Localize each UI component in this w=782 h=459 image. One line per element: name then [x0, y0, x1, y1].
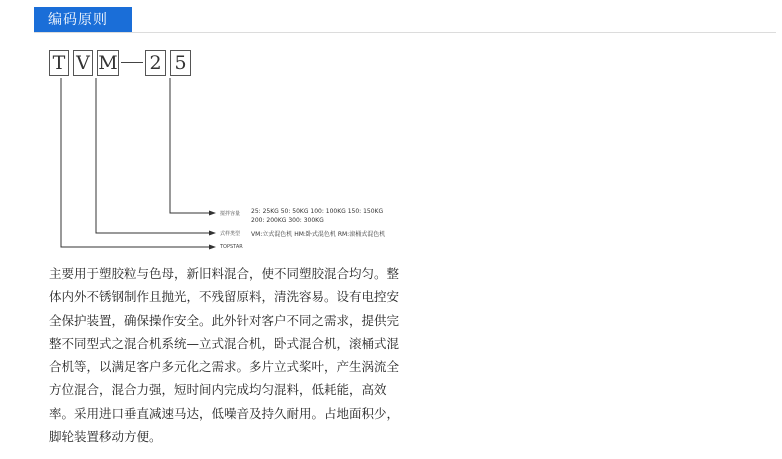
product-description: 主要用于塑胶粒与色母，新旧料混合，使不同塑胶混合均匀。整体内外不锈钢制作且抛光，不残留原料，清洗容易。设有电控安全保护装置，确保操作安全。此外针对客户不同之需求，提供完整不同型式之混合机系统—立式混合机，卧式混合机，滚桶式混合机等，以满足客户多元化之需求。多片立式桨叶，产生涡流全方位混合，混合力强，短时间内完成均匀混料，低耗能，高效率。采用进口垂直减速马达，低噪音及持久耐用。占地面积少，脚轮装置移动方便。	[49, 266, 400, 445]
section-tab-coding-principle: 编码原则	[34, 7, 132, 33]
connector-type	[96, 78, 212, 233]
legend-brand-label: TOPSTAR	[220, 244, 243, 250]
legend-type-label: 式样类型	[220, 231, 241, 237]
legend-capacity-label: 搅拌容量	[220, 211, 241, 217]
legend-type-values: VM:立式混色机 HM:卧式混色机 RM:滚桶式混色机	[251, 231, 386, 238]
code-letter-v: V	[73, 50, 93, 76]
legend-capacity-values: 25: 25KG 50: 50KG 100: 100KG 150: 150KG	[251, 208, 384, 215]
arrow-brand	[209, 245, 216, 250]
code-digit-5: 5	[170, 50, 191, 76]
code-letter-m: M	[98, 52, 118, 74]
code-digit-2: 2	[145, 50, 166, 76]
legend-capacity-values-2: 200: 200KG 300: 300KG	[251, 217, 324, 224]
connector-capacity	[170, 78, 212, 213]
code-letter-t: T	[49, 50, 69, 76]
arrow-type	[209, 231, 216, 236]
connector-brand	[61, 78, 212, 247]
arrow-capacity	[209, 211, 216, 216]
